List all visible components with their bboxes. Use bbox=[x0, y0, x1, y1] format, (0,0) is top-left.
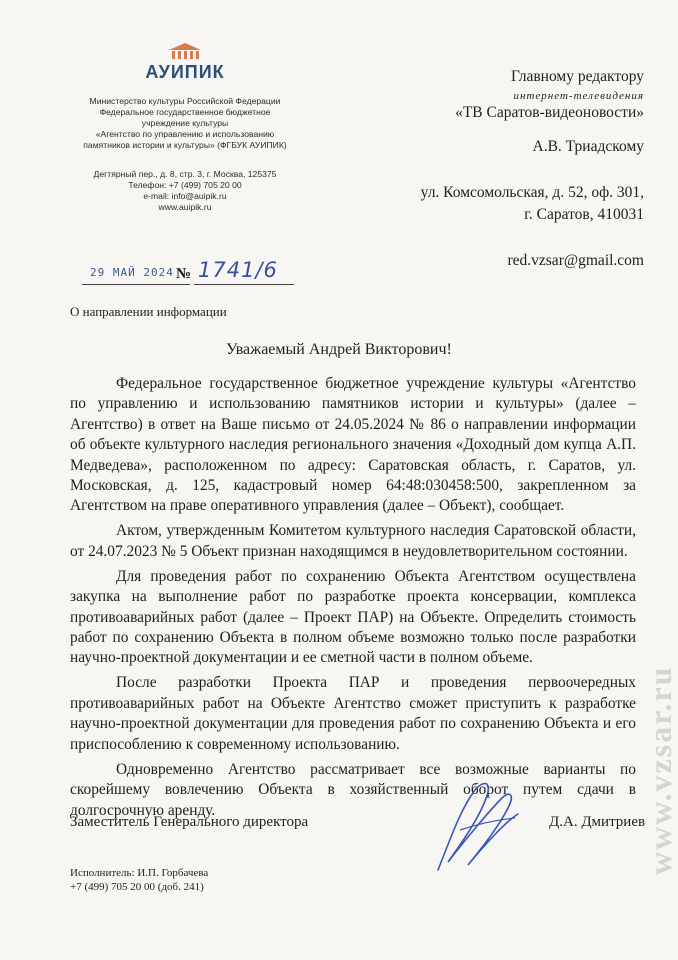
letter-body bbox=[70, 374, 636, 826]
building-icon bbox=[165, 42, 205, 60]
number-underline bbox=[194, 284, 294, 285]
addressee-organization-type: интернет-телевидения bbox=[513, 90, 644, 102]
addressee-street: ул. Комсомольская, д. 52, оф. 301, bbox=[420, 184, 644, 201]
date-underline bbox=[82, 284, 190, 285]
addressee-position: Главному редактору bbox=[510, 68, 644, 85]
number-sign: № bbox=[176, 266, 192, 282]
signatory-name: Д.А. Дмитриев bbox=[549, 814, 646, 830]
body-paragraph: Актом, утвержденным Комитетом культурного наследия Саратовской области, от 24.07.2023 № 5 Объект признан находящимся в неудовлетворительном состоянии. bbox=[70, 522, 636, 560]
registration-date-stamp: 29 МАЙ 2024 bbox=[90, 266, 174, 279]
org-line: Министерство культуры Российской Федерации bbox=[89, 96, 281, 106]
signatory-title: Заместитель Генерального директора bbox=[70, 814, 309, 830]
address-line: Дегтярный пер., д. 8, стр. 3, г. Москва, 125375 bbox=[93, 169, 277, 179]
body-paragraph: После разработки Проекта ПАР и проведения первоочередных противоаварийных работ на Объекте Агентство сможет приступить к разработке научно-проектной документации для проведения работ по сохранению Объекта и его приспособлению к современному использованию. bbox=[70, 674, 636, 753]
email-line: e-mail: info@auipik.ru bbox=[143, 191, 227, 201]
addressee-organization: «ТВ Саратов-видеоновости» bbox=[455, 104, 644, 121]
logo-text: АУИПИК bbox=[145, 62, 225, 82]
org-line: учреждение культуры bbox=[141, 118, 229, 128]
executor-info bbox=[70, 866, 208, 894]
greeting: Уважаемый Андрей Викторович! bbox=[226, 341, 452, 358]
website-line: www.auipik.ru bbox=[158, 202, 212, 212]
registration-line bbox=[62, 258, 302, 288]
site-watermark: www.vzsar.ru bbox=[642, 665, 678, 875]
addressee-city: г. Саратов, 410031 bbox=[524, 206, 644, 223]
addressee-email: red.vzsar@gmail.com bbox=[507, 252, 644, 269]
org-line: Федеральное государственное бюджетное bbox=[99, 107, 271, 117]
body-paragraph: Федеральное государственное бюджетное учреждение культуры «Агентство по управлению и использованию памятников истории и культуры» (далее – Агентство) в ответ на Ваше письмо от 24.05.2024 № 86 о направлении информации об объекте культурного наследия регионального значения «Доходный дом купца А.П. Медведева», расположенном по адресу: Саратовская область, г. Саратов, ул. Московская, д. 125, кадастровый номер 64:48:030458:500, закрепленном за Агентством на праве оперативного управления (далее – Объект), сообщает. bbox=[70, 375, 636, 515]
agency-logo bbox=[130, 42, 240, 83]
addressee-name: А.В. Триадскому bbox=[532, 138, 644, 155]
executor-phone: +7 (499) 705 20 00 (доб. 241) bbox=[70, 881, 204, 893]
organization-name bbox=[62, 96, 308, 151]
phone-line: Телефон: +7 (499) 705 20 00 bbox=[128, 180, 242, 190]
body-paragraph: Одновременно Агентство рассматривает все возможные варианты по скорейшему вовлечению Объекта в хозяйственный оборот путем сдачи в долгосрочную аренду. bbox=[70, 760, 636, 819]
executor-name: Исполнитель: И.П. Горбачева bbox=[70, 867, 209, 879]
addressee-block bbox=[421, 66, 644, 272]
registration-number: 1741/6 bbox=[198, 258, 278, 282]
letter-subject: О направлении информации bbox=[70, 304, 227, 319]
contact-info bbox=[62, 169, 308, 213]
org-line: памятников истории и культуры» (ФГБУК АУИПИК) bbox=[83, 140, 287, 150]
org-line: «Агентство по управлению и использованию bbox=[95, 129, 275, 139]
body-paragraph: Для проведения работ по сохранению Объекта Агентством осуществлена закупка на выполнение работ по разработке проекта консервации, комплекса противоаварийных работ (далее – Проект ПАР) на Объекте. Определить стоимость работ по сохранению Объекта в полном объеме возможно только после разработки научно-проектной документации и ее сметной части в полном объеме. bbox=[70, 567, 636, 667]
handwritten-signature bbox=[420, 770, 530, 880]
